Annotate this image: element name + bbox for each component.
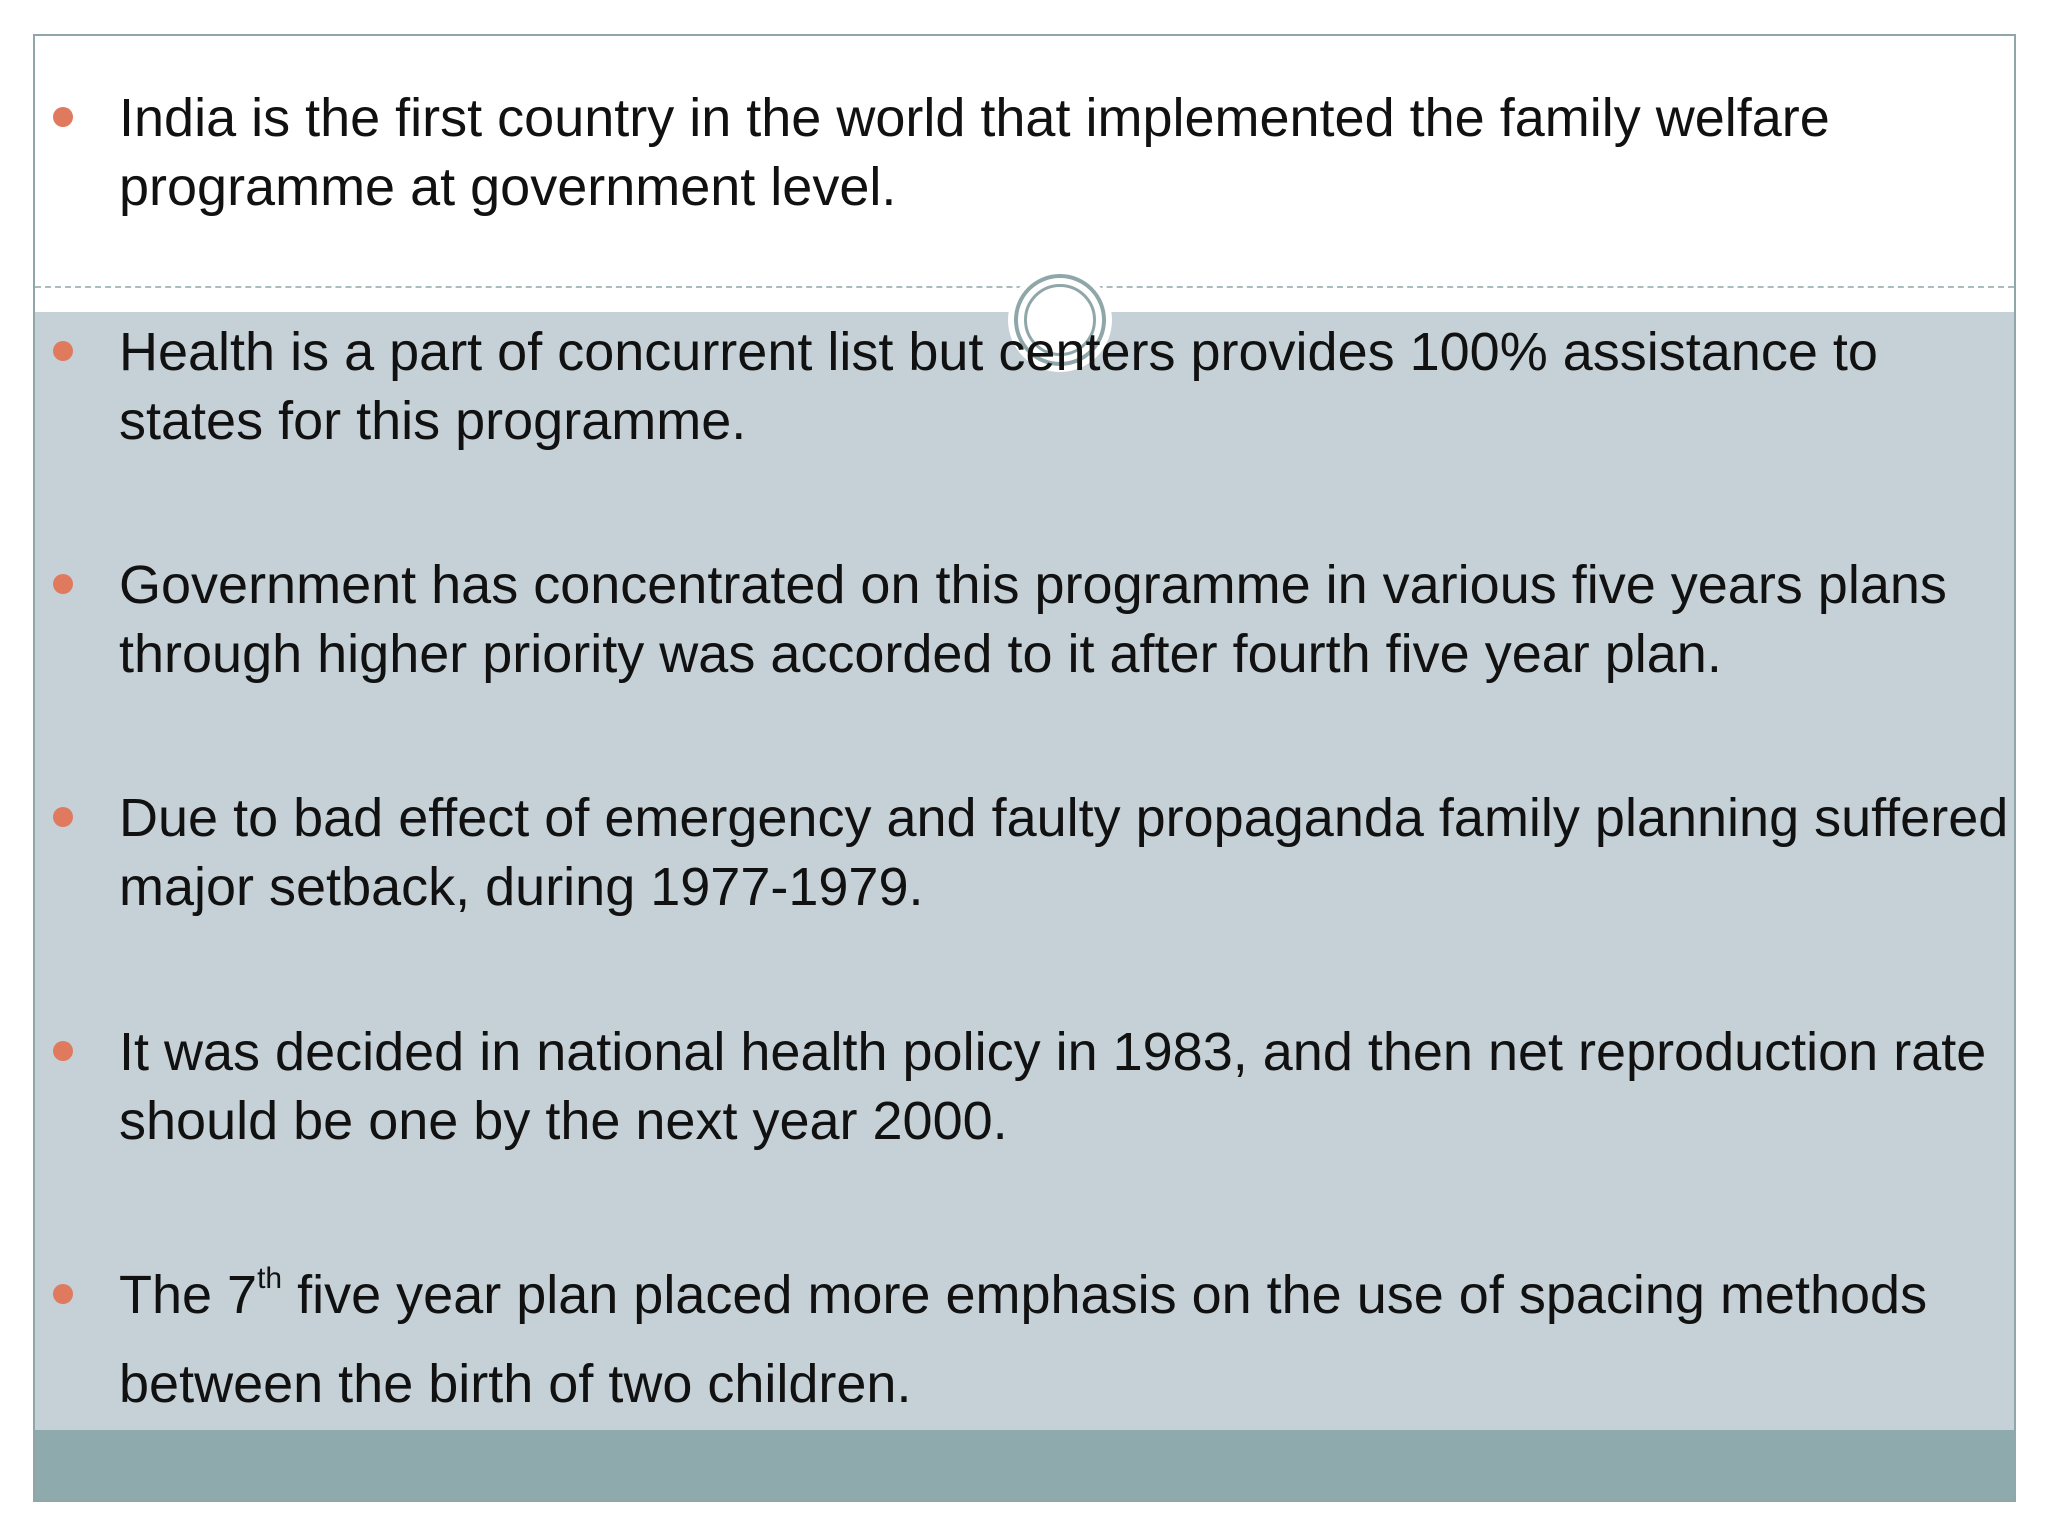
bullet-text-4: Due to bad effect of emergency and faulty propaganda family planning suffered major setback, during 1977-1979. — [119, 788, 2009, 917]
bullet-dot-icon — [53, 574, 73, 594]
bullet-item-6 — [119, 1251, 2016, 1429]
slide-frame — [33, 34, 2016, 1502]
bullet-item-4 — [119, 784, 2016, 922]
bullet-item-5 — [119, 1018, 2016, 1156]
bullet-item-1 — [119, 84, 2016, 222]
ordinal-superscript: th — [257, 1262, 283, 1295]
bullet-list — [35, 36, 2014, 1500]
bullet-item-2 — [119, 318, 2016, 456]
bullet-dot-icon — [53, 1284, 73, 1304]
bullet-text-6-before: The 7 — [119, 1265, 258, 1325]
bullet-dot-icon — [53, 341, 73, 361]
bullet-dot-icon — [53, 1041, 73, 1061]
bullet-text-1: India is the first country in the world that implemented the family welfare programme at government level. — [119, 88, 1830, 217]
bullet-text-6-after: five year plan placed more emphasis on the use of spacing methods between the birth of two children. — [119, 1265, 1928, 1414]
bullet-dot-icon — [53, 107, 73, 127]
bullet-text-5: It was decided in national health policy in 1983, and then net reproduction rate should be one by the next year 2000. — [119, 1022, 1987, 1151]
bullet-dot-icon — [53, 807, 73, 827]
bullet-text-3: Government has concentrated on this programme in various five years plans through higher priority was accorded to it after fourth five year plan. — [119, 555, 1947, 684]
bullet-item-3 — [119, 551, 2016, 689]
bullet-text-2: Health is a part of concurrent list but centers provides 100% assistance to states for this programme. — [119, 322, 1878, 451]
